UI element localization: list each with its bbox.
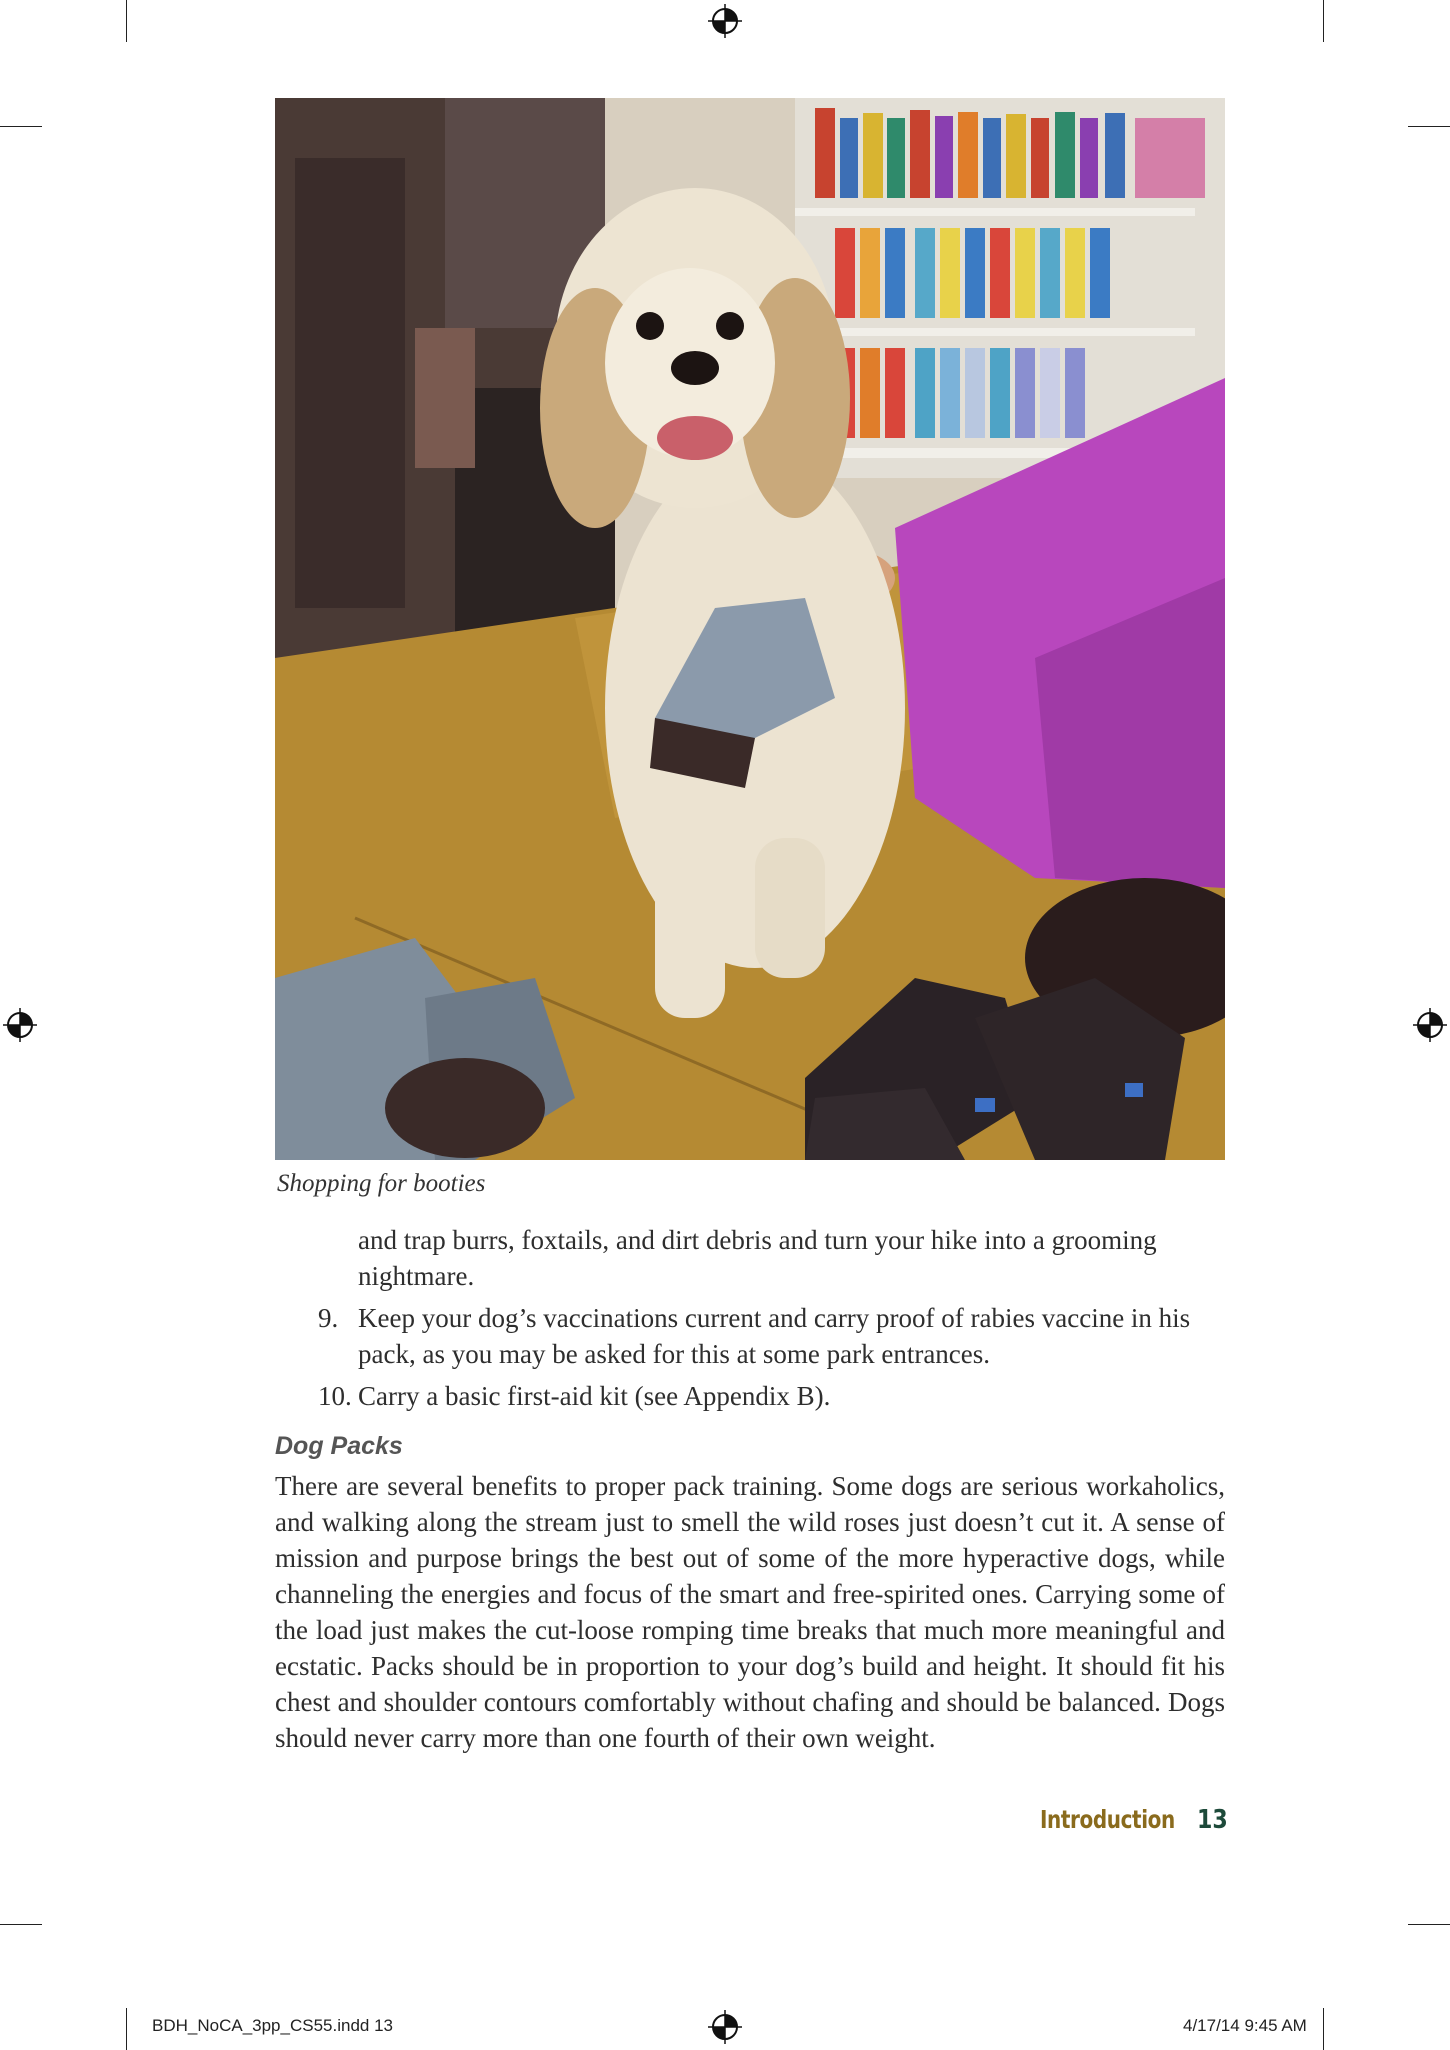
registration-mark-icon [708, 2010, 742, 2044]
crop-mark [0, 126, 42, 127]
crop-mark [1408, 126, 1450, 127]
list-text: Carry a basic first-aid kit (see Appendix B). [358, 1381, 831, 1411]
continued-paragraph: and trap burrs, foxtails, and dirt debris and turn your hike into a grooming nightmare. [358, 1225, 1157, 1291]
page-number: 13 [1197, 1805, 1228, 1835]
list-number: 9. [318, 1303, 339, 1333]
section-heading: Dog Packs [275, 1432, 403, 1460]
crop-mark [1408, 1924, 1450, 1925]
slug-filename: BDH_NoCA_3pp_CS55.indd 13 [152, 2016, 393, 2035]
list-item [275, 1378, 1225, 1414]
registration-mark-icon [3, 1008, 37, 1042]
crop-mark [1323, 2008, 1324, 2050]
crop-mark [126, 2008, 127, 2050]
list-item [275, 1300, 1225, 1372]
registration-mark-icon [708, 4, 742, 38]
crop-mark [1323, 0, 1324, 42]
section-paragraph: There are several benefits to proper pack training. Some dogs are serious workaholics, and walking along the stream just to smell the wild roses just doesn’t cut it. A sense of mission and purpose brings the best out of some of the more hyperactive dogs, while channeling the energies and focus of the smart and free-spirited ones. Carrying some of the load just makes the cut-loose romping time breaks that much more meaningful and ecstatic. Packs should be in proportion to your dog’s build and height. It should fit his chest and shoulder contours comfortably without chafing and should be balanced. Dogs should never carry more than one fourth of their own weight. [275, 1471, 1225, 1753]
running-footer-section: Introduction [1040, 1805, 1175, 1834]
crop-mark [126, 0, 127, 42]
list-number: 10. [318, 1381, 352, 1411]
registration-mark-icon [1413, 1008, 1447, 1042]
crop-mark [0, 1924, 42, 1925]
photo-caption: Shopping for booties [277, 1170, 486, 1197]
numbered-list [275, 1300, 1225, 1420]
photo-dog-booties [275, 98, 1225, 1160]
list-text: Keep your dog’s vaccinations current and carry proof of rabies vaccine in his pack, as you may be asked for this at some park entrances. [358, 1303, 1191, 1369]
slug-timestamp: 4/17/14 9:45 AM [1183, 2016, 1307, 2035]
